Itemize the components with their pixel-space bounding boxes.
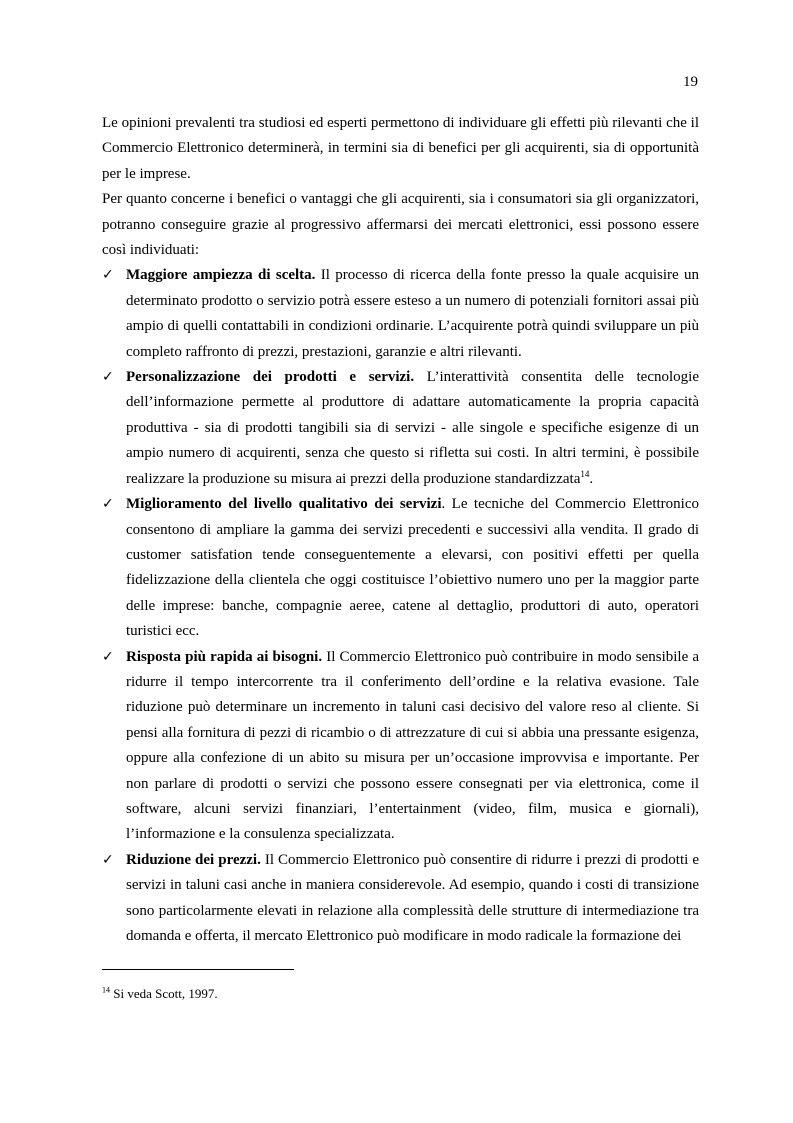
intro-paragraph-2: Per quanto concerne i benefici o vantaggi che gli acquirenti, sia i consumatori sia gli organizzatori, potranno conseguire grazie al progressivo affermarsi dei mercati elettronici, essi possono essere così individuati:: [102, 191, 699, 259]
list-item-text-end: .: [589, 470, 594, 487]
list-item-text: Il processo di ricerca della fonte presso la quale acquisire un determinato prodotto o servizio potrà essere esteso a un numero di potenziali fornitori assai più ampio di quelli contattabili in condizioni ordinarie. L’acquirente potrà quindi sviluppare un più completo raffronto di prezzi, prestazioni, garanzie e altri rilevanti.: [126, 267, 699, 360]
footnote: [102, 986, 218, 1002]
intro-paragraph-1: Le opinioni prevalenti tra studiosi ed esperti permettono di individuare gli effetti più rilevanti che il Commercio Elettronico determinerà, in termini sia di benefici per gli acquirenti, sia di opportunità per le imprese.: [102, 115, 699, 182]
body-text: [102, 111, 699, 949]
list-item-title: Risposta più rapida ai bisogni.: [126, 648, 323, 665]
list-item: [102, 492, 699, 644]
check-mark-icon: ✓: [102, 851, 114, 868]
check-mark-icon: ✓: [102, 369, 114, 386]
list-item: [102, 848, 699, 950]
list-item-text: . Le tecniche del Commercio Elettronico consentono di ampliare la gamma dei servizi precedenti e successivi alla vendita. Il grado di customer satisfation tende conseguentemente a elevarsi, con positivi effetti per quella fidelizzazione della clientela che oggi costituisce l’obiettivo numero uno per la maggior parte delle imprese: banche, compagnie aeree, catene al dettaglio, produttori di auto, operatori turistici ecc.: [126, 496, 699, 640]
list-item-title: Maggiore ampiezza di scelta.: [126, 267, 316, 284]
footnote-divider: [102, 969, 294, 970]
list-item-title: Miglioramento del livello qualitativo dei servizi: [126, 496, 442, 513]
list-item: [102, 365, 699, 492]
footnote-reference[interactable]: 14: [580, 468, 590, 479]
footnote-text: Si veda Scott, 1997.: [110, 986, 218, 1001]
footnote-number: 14: [102, 985, 110, 995]
list-item-text: L’interattività consentita delle tecnologie dell’informazione permette al produttore di adattare automaticamente la propria capacità produttiva - sia di prodotti tangibili sia di servizi - alle singole e specifiche esigenze di un ampio numero di acquirenti, senza che questo si rifletta sui costi. In altri termini, è possibile realizzare la produzione su misura ai prezzi della produzione standardizzata: [126, 369, 699, 487]
check-mark-icon: ✓: [102, 648, 114, 665]
list-item-text: Il Commercio Elettronico può consentire di ridurre i prezzi di prodotti e servizi in taluni casi anche in maniera considerevole. Ad esempio, quando i costi di transizione sono particolarmente elevati in relazione alla complessità delle strutture di intermediazione tra domanda e offerta, il mercato Elettronico può modificare in modo radicale la formazione dei: [126, 851, 699, 944]
check-mark-icon: ✓: [102, 496, 114, 513]
benefits-list: [102, 263, 699, 949]
page-number: 19: [683, 74, 698, 90]
list-item-text: Il Commercio Elettronico può contribuire in modo sensibile a ridurre il tempo intercorrente tra il conferimento dell’ordine e la relativa evasione. Tale riduzione può determinare un incremento in taluni casi decisivo del valore reso al cliente. Si pensi alla fornitura di pezzi di ricambio o di attrezzature di cui si abbia una pressante esigenza, oppure alla confezione di un abito su misura per un’occasione improvvisa e importante. Per non parlare di prodotti o servizi che possono essere consegnati per via elettronica, come il software, alcuni servizi finanziari, l’entertainment (video, film, musica e giornali), l’informazione e la consulenza specializzata.: [126, 648, 699, 843]
list-item-title: Personalizzazione dei prodotti e servizi.: [126, 369, 415, 386]
list-item-title: Riduzione dei prezzi.: [126, 851, 261, 868]
check-mark-icon: ✓: [102, 267, 114, 284]
list-item: [102, 263, 699, 365]
list-item: [102, 645, 699, 848]
